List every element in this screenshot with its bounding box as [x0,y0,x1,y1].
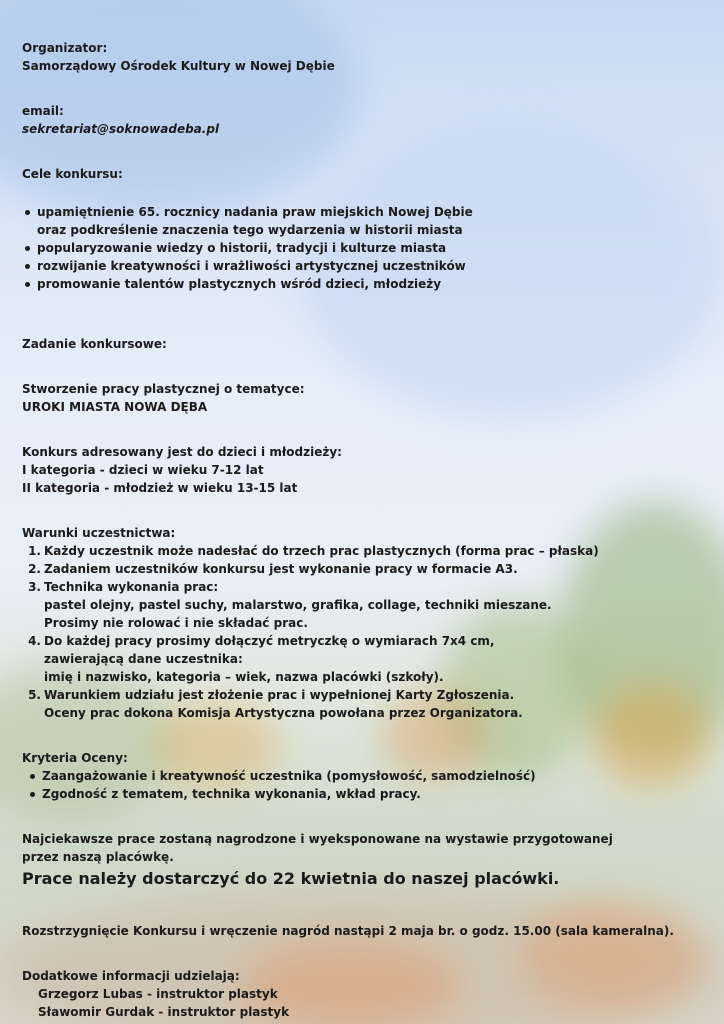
results-announcement: Rozstrzygnięcie Konkursu i wręczenie nagród nastąpi 2 maja br. o godz. 15.00 (sala kameralna). [22,924,674,938]
list-item: popularyzowanie wiedzy o historii, tradycji i kulturze miasta [25,239,712,257]
list-item: promowanie talentów plastycznych wśród dzieci, młodzieży [25,275,712,293]
task-theme: UROKI MIASTA NOWA DĘBA [22,400,208,414]
conditions-label: Warunki uczestnictwa: [22,526,176,540]
regulations-text [22,39,712,1021]
contact-person: Sławomir Gurdak - instruktor plastyk [38,1005,290,1019]
contact-person: Grzegorz Lubas - instruktor plastyk [38,987,278,1001]
list-item: 2. Zadaniem uczestników konkursu jest wykonanie pracy w formacie A3. [28,562,518,576]
audience-line: Konkurs adresowany jest do dzieci i młodzieży: [22,445,342,459]
list-item: rozwijanie kreatywności i wrażliwości artystycznej uczestników [25,257,712,275]
list-item: 4. Do każdej pracy prosimy dołączyć metryczkę o wymiarach 7x4 cm, zawierającą dane uczestnika: imię i nazwisko, kategoria – wiek, nazwa placówki (szkoły). [28,634,495,684]
goals-list [22,203,712,293]
organizer-name: Samorządowy Ośrodek Kultury w Nowej Dębie [22,59,335,73]
exhibition-line: przez naszą placówkę. [22,850,174,864]
task-label: Zadanie konkursowe: [22,337,167,351]
list-item: 3. Technika wykonania prac: pastel olejny, pastel suchy, malarstwo, grafika, collage, techniki mieszane. Prosimy nie rolować i nie składać prac. [28,580,552,630]
organizer-label: Organizator: [22,41,108,55]
email-label: email: [22,104,64,118]
category-2: II kategoria - młodzież w wieku 13-15 lat [22,481,298,495]
task-line: Stworzenie pracy plastycznej o tematyce: [22,382,305,396]
email-address[interactable]: sekretariat@soknowadeba.pl [22,122,220,136]
category-1: I kategoria - dzieci w wieku 7-12 lat [22,463,264,477]
list-item: 1. Każdy uczestnik może nadesłać do trzech prac plastycznych (forma prac – płaska) [28,544,599,558]
list-item: Zgodność z tematem, technika wykonania, wkład pracy. [30,785,712,803]
list-item: Zaangażowanie i kreatywność uczestnika (pomysłowość, samodzielność) [30,767,712,785]
criteria-list [22,767,712,803]
list-item: 5. Warunkiem udziału jest złożenie prac i wypełnionej Karty Zgłoszenia. Oceny prac dokona Komisja Artystyczna powołana przez Organizatora. [28,688,523,720]
deadline-notice: Prace należy dostarczyć do 22 kwietnia do naszej placówki. [22,869,560,888]
list-item: upamiętnienie 65. rocznicy nadania praw miejskich Nowej Dębie oraz podkreślenie znaczenia tego wydarzenia w historii miasta [25,203,712,239]
contact-label: Dodatkowe informacji udzielają: [22,969,240,983]
goals-label: Cele konkursu: [22,167,123,181]
conditions-list [22,542,712,722]
criteria-label: Kryteria Oceny: [22,751,128,765]
exhibition-line: Najciekawsze prace zostaną nagrodzone i wyeksponowane na wystawie przygotowanej [22,832,613,846]
